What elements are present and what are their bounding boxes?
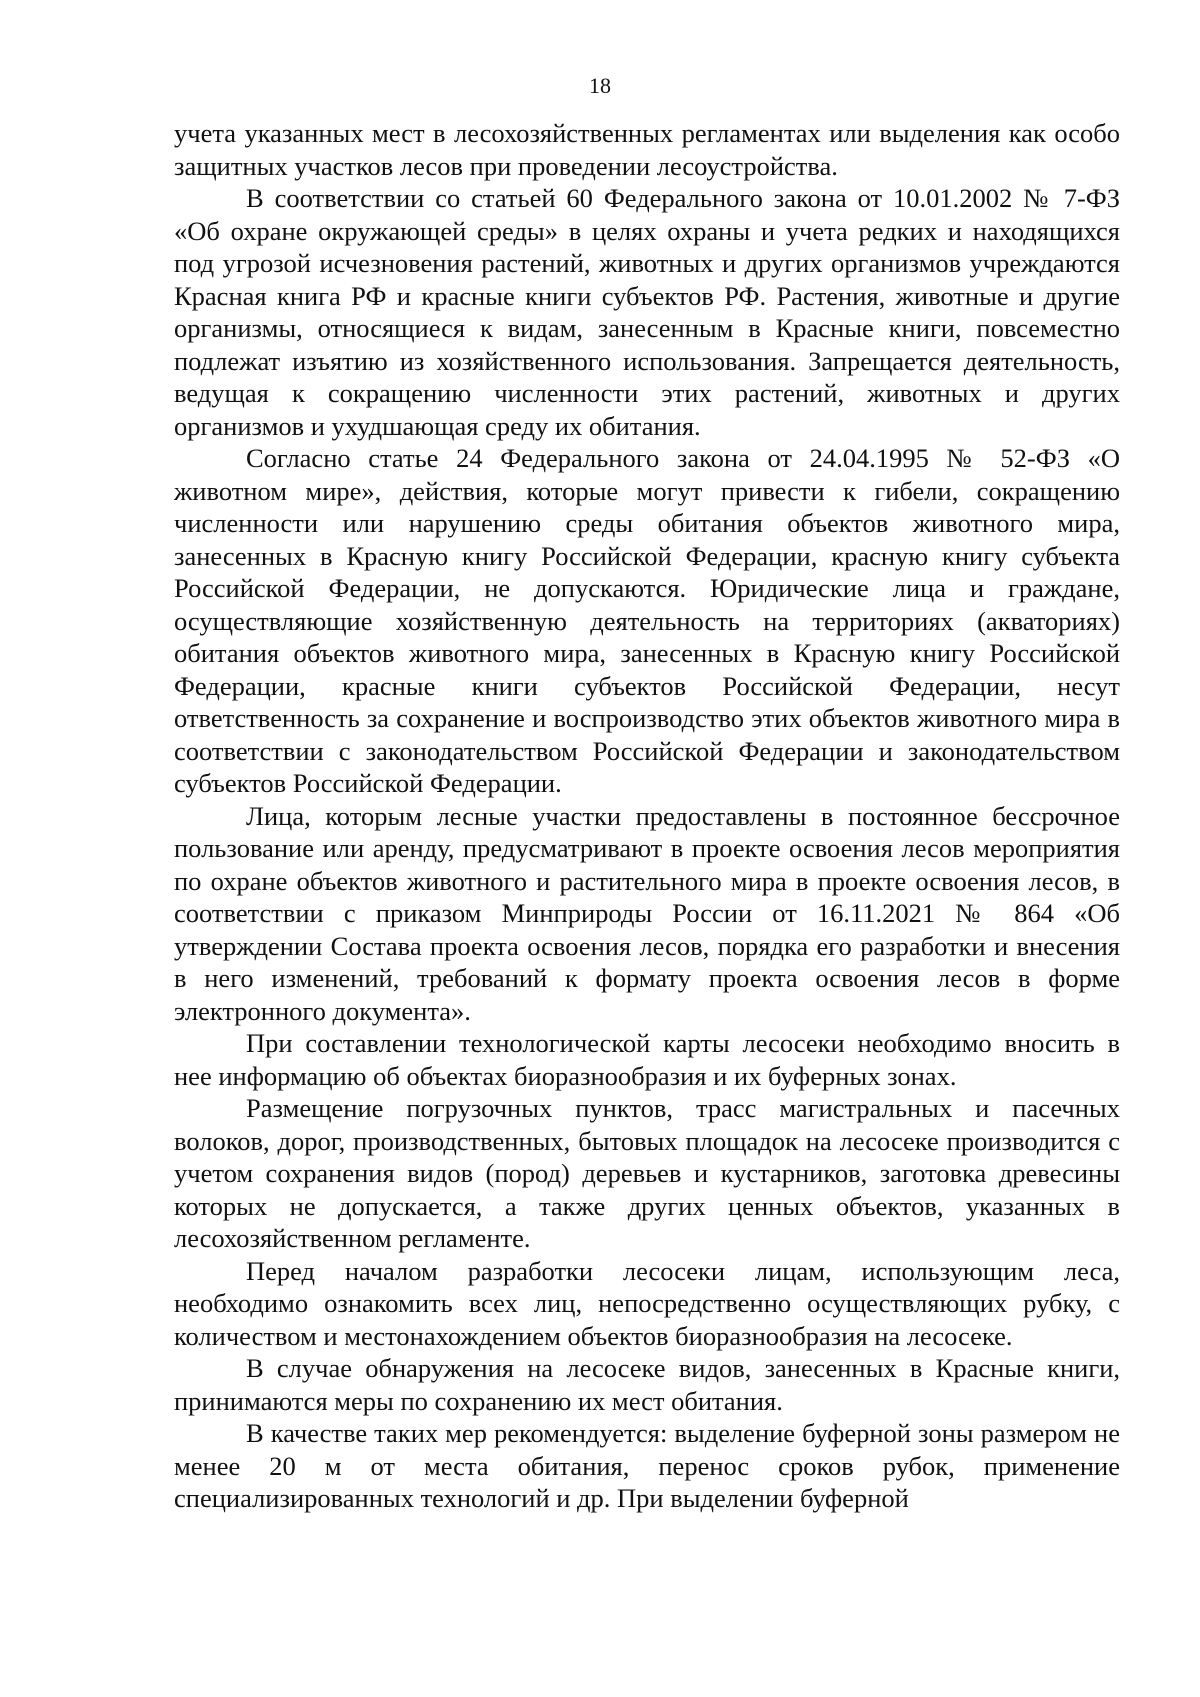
paragraph-red-book-discovery: В случае обнаружения на лесосеке видов, занесенных в Красные книги, принимаются меры по сохранению их мест обитания.: [174, 1353, 1120, 1416]
paragraph-continuation: учета указанных мест в лесохозяйственных регламентах или выделения как особо защитных участков лесов при проведении лесоустройства.: [174, 118, 1120, 181]
document-body: [174, 117, 1120, 1515]
paragraph-site-placement: Размещение погрузочных пунктов, трасс магистральных и пасечных волоков, дорог, производственных, бытовых площадок на лесосеке производится с учетом сохранения видов (пород) деревьев и кустарников, заготовка древесины которых не допускается, а также других ценных объектов, указанных в лесохозяйственном регламенте.: [174, 1093, 1120, 1253]
paragraph-buffer-zone: В качестве таких мер рекомендуется: выделение буферной зоны размером не менее 20 м от места обитания, перенос сроков рубок, применение специализированных технологий и др. При выделении буферной: [174, 1418, 1120, 1513]
paragraph-environmental-law: В соответствии со статьей 60 Федерального закона от 10.01.2002 № 7-ФЗ «Об охране окружающей среды» в целях охраны и учета редких и находящихся под угрозой исчезновения растений, животных и других организмов учреждаются Красная книга РФ и красные книги субъектов РФ. Растения, животные и другие организмы, относящиеся к видам, занесенным в Красные книги, повсеместно подлежат изъятию из хозяйственного использования. Запрещается деятельность, ведущая к сокращению численности этих растений, животных и других организмов и ухудшающая среду их обитания.: [174, 183, 1120, 441]
page-number: 18: [589, 73, 611, 98]
paragraph-technological-map: При составлении технологической карты лесосеки необходимо вносить в нее информацию об объектах биоразнообразия и их буферных зонах.: [174, 1028, 1120, 1091]
paragraph-forest-project: Лица, которым лесные участки предоставлены в постоянное бессрочное пользование или аренду, предусматривают в проекте освоения лесов мероприятия по охране объектов животного и растительного мира в проекте освоения лесов, в соответствии с приказом Минприроды России от 16.11.2021 № 864 «Об утверждении Состава проекта освоения лесов, порядка его разработки и внесения в него изменений, требований к формату проекта освоения лесов в форме электронного документа».: [174, 800, 1120, 1026]
paragraph-worker-briefing: Перед началом разработки лесосеки лицам, использующим леса, необходимо ознакомить всех лиц, непосредственно осуществляющих рубку, с количеством и местонахождением объектов биоразнообразия на лесосеке.: [174, 1255, 1120, 1351]
paragraph-fauna-law: Согласно статье 24 Федерального закона от 24.04.1995 № 52-ФЗ «О животном мире», действия, которые могут привести к гибели, сокращению численности или нарушению среды обитания объектов животного мира, занесенных в Красную книгу Российской Федерации, красную книгу субъекта Российской Федерации, не допускаются. Юридические лица и граждане, осуществляющие хозяйственную деятельность на территориях (акваториях) обитания объектов животного мира, занесенных в Красную книгу Российской Федерации, красные книги субъектов Российской Федерации, несут ответственность за сохранение и воспроизводство этих объектов животного мира в соответствии с законодательством Российской Федерации и законодательством субъектов Российской Федерации.: [174, 443, 1120, 798]
